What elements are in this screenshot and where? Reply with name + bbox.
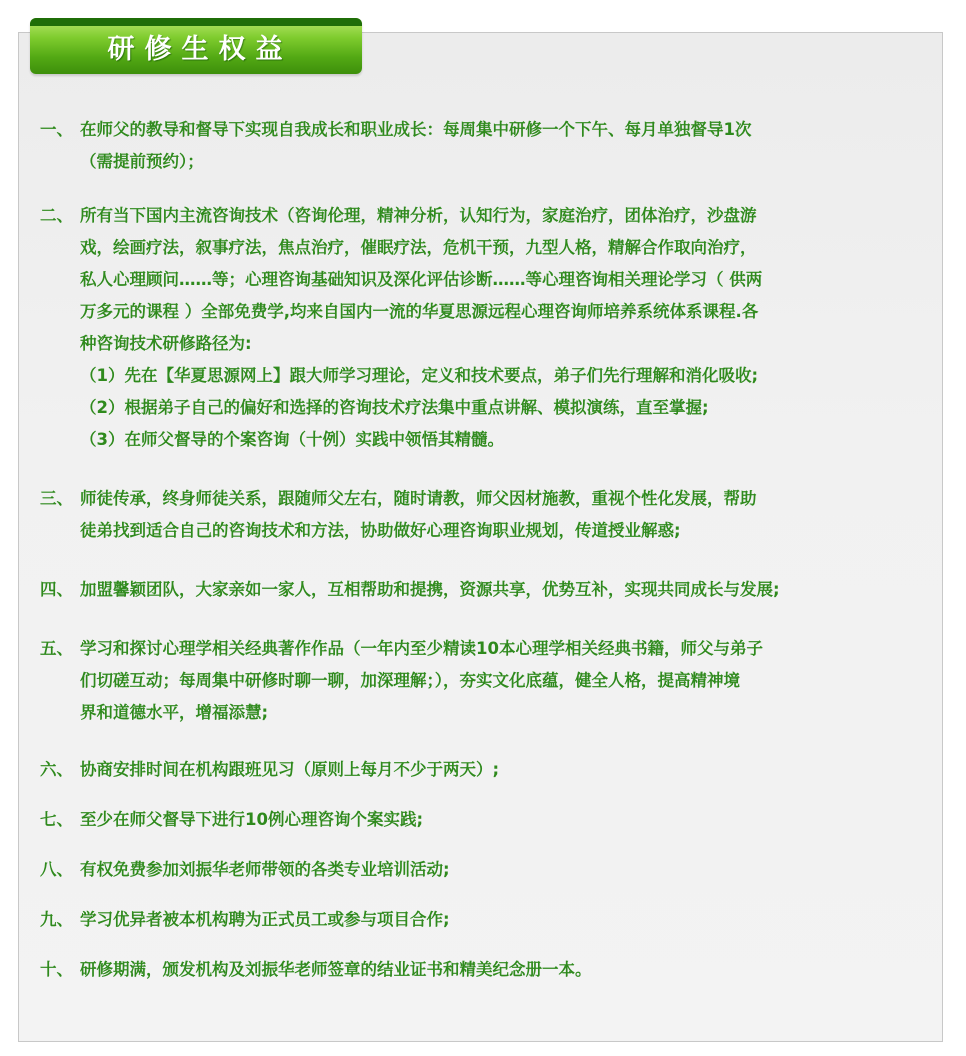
list-item [40,804,940,836]
item-line: 有权免费参加刘振华老师带领的各类专业培训活动; [80,860,450,879]
item-line: 私人心理顾问……等；心理咨询基础知识及深化评估诊断……等心理咨询相关理论学习（ 供两 [80,270,763,289]
item-line: 界和道德水平，增福添慧; [80,703,269,722]
item-line: 至少在师父督导下进行10例心理咨询个案实践; [80,810,424,829]
item-line: 们切磋互动；每周集中研修时聊一聊，加深理解；），夯实文化底蕴，健全人格，提高精神境 [80,671,740,690]
item-line: 在师父的教导和督导下实现自我成长和职业成长：每周集中研修一个下午、每月单独督导1次 [80,120,752,139]
item-line: 徒弟找到适合自己的咨询技术和方法，协助做好心理咨询职业规划，传道授业解惑; [80,521,681,540]
item-number: 六、 [40,760,73,779]
item-number: 五、 [40,639,73,658]
list-item [40,854,940,886]
item-line: 戏，绘画疗法，叙事疗法，焦点治疗，催眠疗法，危机干预，九型人格，精解合作取向治疗， [80,238,757,257]
list-item [40,483,940,547]
item-number: 九、 [40,910,73,929]
item-line: （2）根据弟子自己的偏好和选择的咨询技术疗法集中重点讲解、模拟演练，直至掌握; [80,398,709,417]
item-line: 所有当下国内主流咨询技术（咨询伦理，精神分析，认知行为，家庭治疗，团体治疗，沙盘游 [80,206,757,225]
item-line: 研修期满，颁发机构及刘振华老师签章的结业证书和精美纪念册一本。 [80,960,592,979]
item-line: （1）先在【华夏思源网上】跟大师学习理论，定义和技术要点，弟子们先行理解和消化吸收; [80,366,759,385]
item-line: （需提前预约）； [80,152,204,171]
list-item [40,754,940,786]
title-banner [30,18,362,74]
list-item [40,633,940,729]
item-number: 十、 [40,960,73,979]
item-line: 万多元的课程 ）全部免费学,均来自国内一流的华夏思源远程心理咨询师培养系统体系课程.各 [80,302,759,321]
page-title: 研修生权益 [107,33,293,65]
list-item [40,954,940,986]
item-number: 二、 [40,206,73,225]
item-line: 协商安排时间在机构跟班见习（原则上每月不少于两天）; [80,760,500,779]
item-line: 学习和探讨心理学相关经典著作作品（一年内至少精读10本心理学相关经典书籍，师父与弟子 [80,639,763,658]
list-item [40,574,940,606]
item-line: 加盟馨颖团队，大家亲如一家人，互相帮助和提携，资源共享，优势互补，实现共同成长与发展; [80,580,780,599]
item-line: 种咨询技术研修路径为: [80,334,252,353]
item-number: 四、 [40,580,73,599]
list-item [40,114,940,178]
item-line: （3）在师父督导的个案咨询（十例）实践中领悟其精髓。 [80,430,504,449]
item-number: 八、 [40,860,73,879]
item-line: 师徒传承，终身师徒关系，跟随师父左右，随时请教，师父因材施教，重视个性化发展，帮助 [80,489,757,508]
benefits-list [40,114,940,986]
item-line: 学习优异者被本机构聘为正式员工或参与项目合作; [80,910,450,929]
list-item [40,200,940,456]
banner-top-stripe [30,18,362,26]
list-item [40,904,940,936]
item-number: 七、 [40,810,73,829]
item-number: 三、 [40,489,73,508]
item-number: 一、 [40,120,73,139]
